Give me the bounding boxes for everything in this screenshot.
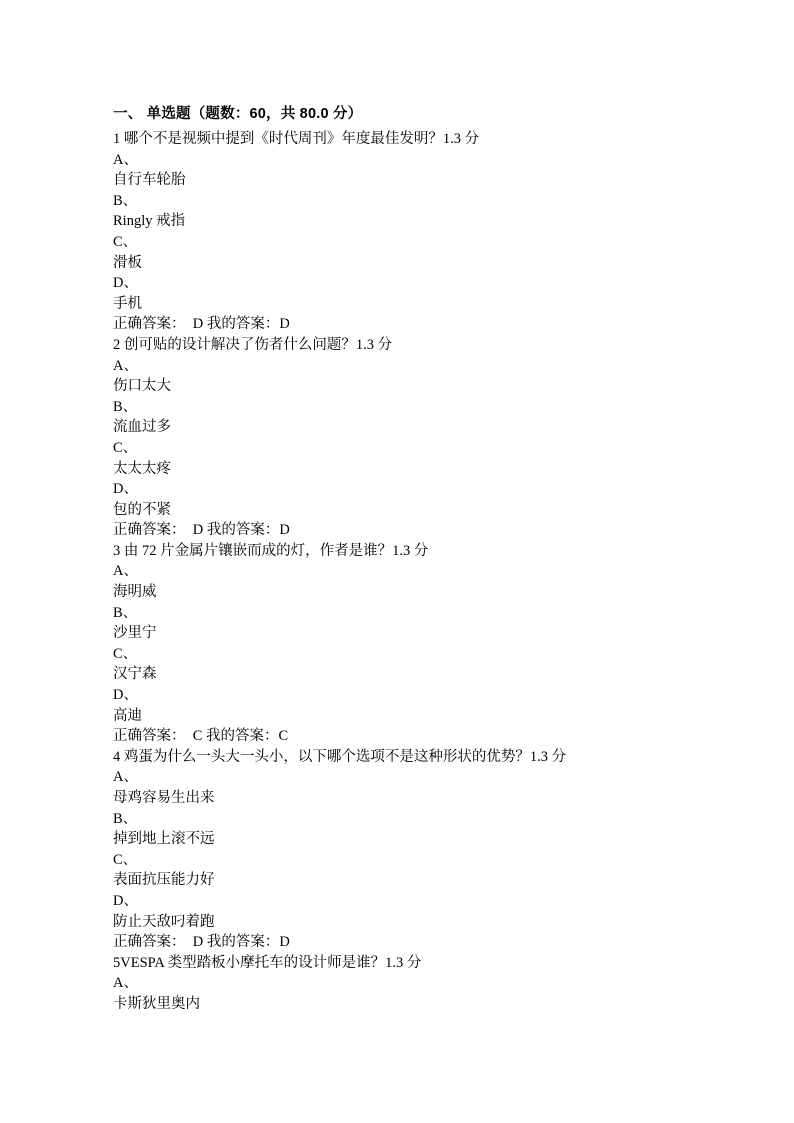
my-answer-prefix: 我的答案： bbox=[206, 316, 280, 333]
option-label: A、 bbox=[113, 357, 138, 374]
option-label: A、 bbox=[113, 769, 138, 786]
option-label: A、 bbox=[113, 563, 138, 580]
option-label: D、 bbox=[113, 275, 138, 292]
option-label: D、 bbox=[113, 892, 138, 909]
option-text: 流血过多 bbox=[113, 419, 171, 436]
correct-answer-prefix: 正确答案： bbox=[113, 934, 186, 951]
my-answer-value: D bbox=[279, 934, 290, 951]
question-number: 5 bbox=[113, 954, 121, 971]
question-body: 由 72 片金属片镶嵌而成的灯，作者是谁？1.3 分 bbox=[123, 542, 429, 559]
option-text: 卡斯狄里奥内 bbox=[113, 995, 200, 1012]
correct-answer-value: D bbox=[192, 316, 204, 333]
correct-answer-value: D bbox=[192, 522, 204, 539]
option-text: 滑板 bbox=[113, 254, 142, 271]
answer-line bbox=[113, 932, 722, 953]
correct-answer-prefix: 正确答案： bbox=[113, 728, 186, 745]
answer-line bbox=[113, 520, 722, 541]
question-body: 创可贴的设计解决了伤者什么问题？1.3 分 bbox=[123, 336, 393, 353]
question-text bbox=[113, 541, 722, 562]
question-body: 鸡蛋为什么一头大一头小，以下哪个选项不是这种形状的优势？1.3 分 bbox=[123, 748, 567, 765]
answer-line bbox=[113, 726, 722, 747]
question-text bbox=[113, 953, 722, 974]
my-answer-value: C bbox=[278, 728, 289, 745]
correct-answer-prefix: 正确答案： bbox=[113, 522, 186, 539]
my-answer-prefix: 我的答案： bbox=[206, 522, 280, 539]
correct-answer-value: D bbox=[192, 934, 204, 951]
option-text: 表面抗压能力好 bbox=[113, 872, 215, 889]
option-label: C、 bbox=[113, 439, 138, 456]
option-text: 沙里宁 bbox=[113, 625, 157, 642]
option-text: 包的不紧 bbox=[113, 501, 171, 518]
my-answer-prefix: 我的答案： bbox=[206, 934, 280, 951]
question-number: 4 bbox=[113, 748, 121, 765]
option-text: 自行车轮胎 bbox=[113, 172, 186, 189]
question-text bbox=[113, 335, 722, 356]
question-number: 1 bbox=[113, 131, 121, 147]
option-text: 海明威 bbox=[113, 584, 157, 601]
option-label: D、 bbox=[113, 687, 138, 704]
question-text bbox=[113, 129, 722, 150]
option-text: 掉到地上滚不远 bbox=[113, 831, 215, 848]
question-number: 2 bbox=[113, 336, 121, 353]
answer-line bbox=[113, 314, 722, 335]
option-label: D、 bbox=[113, 481, 138, 498]
option-label: B、 bbox=[113, 810, 138, 827]
my-answer-prefix: 我的答案： bbox=[206, 728, 279, 745]
option-label: A、 bbox=[113, 151, 138, 168]
question-number: 3 bbox=[113, 542, 121, 559]
option-text: 汉宁森 bbox=[113, 666, 157, 683]
option-text: 伤口太大 bbox=[113, 378, 171, 395]
section-heading: 一、 单选题（题数：60，共 80.0 分） bbox=[113, 106, 363, 122]
question-body: VESPA 类型踏板小摩托车的设计师是谁？1.3 分 bbox=[120, 954, 422, 971]
option-label: B、 bbox=[113, 604, 138, 621]
question-body: 哪个不是视频中提到《时代周刊》年度最佳发明？1.3 分 bbox=[123, 131, 480, 147]
my-answer-value: D bbox=[279, 316, 290, 333]
question-text bbox=[113, 747, 722, 768]
correct-answer-value: C bbox=[192, 728, 203, 745]
option-label: C、 bbox=[113, 233, 138, 250]
option-text: 防止天敌叼着跑 bbox=[113, 913, 215, 930]
option-text: 高迪 bbox=[113, 707, 142, 724]
option-label: B、 bbox=[113, 192, 138, 209]
option-label: C、 bbox=[113, 645, 138, 662]
option-text: 手机 bbox=[113, 295, 142, 312]
option-label: A、 bbox=[113, 975, 138, 992]
option-label: B、 bbox=[113, 398, 138, 415]
option-text: 母鸡容易生出来 bbox=[113, 790, 215, 806]
option-text: Ringly 戒指 bbox=[113, 213, 186, 230]
option-label: C、 bbox=[113, 851, 138, 868]
my-answer-value: D bbox=[279, 522, 290, 539]
option-text: 太太太疼 bbox=[113, 460, 171, 477]
correct-answer-prefix: 正确答案： bbox=[113, 316, 186, 333]
